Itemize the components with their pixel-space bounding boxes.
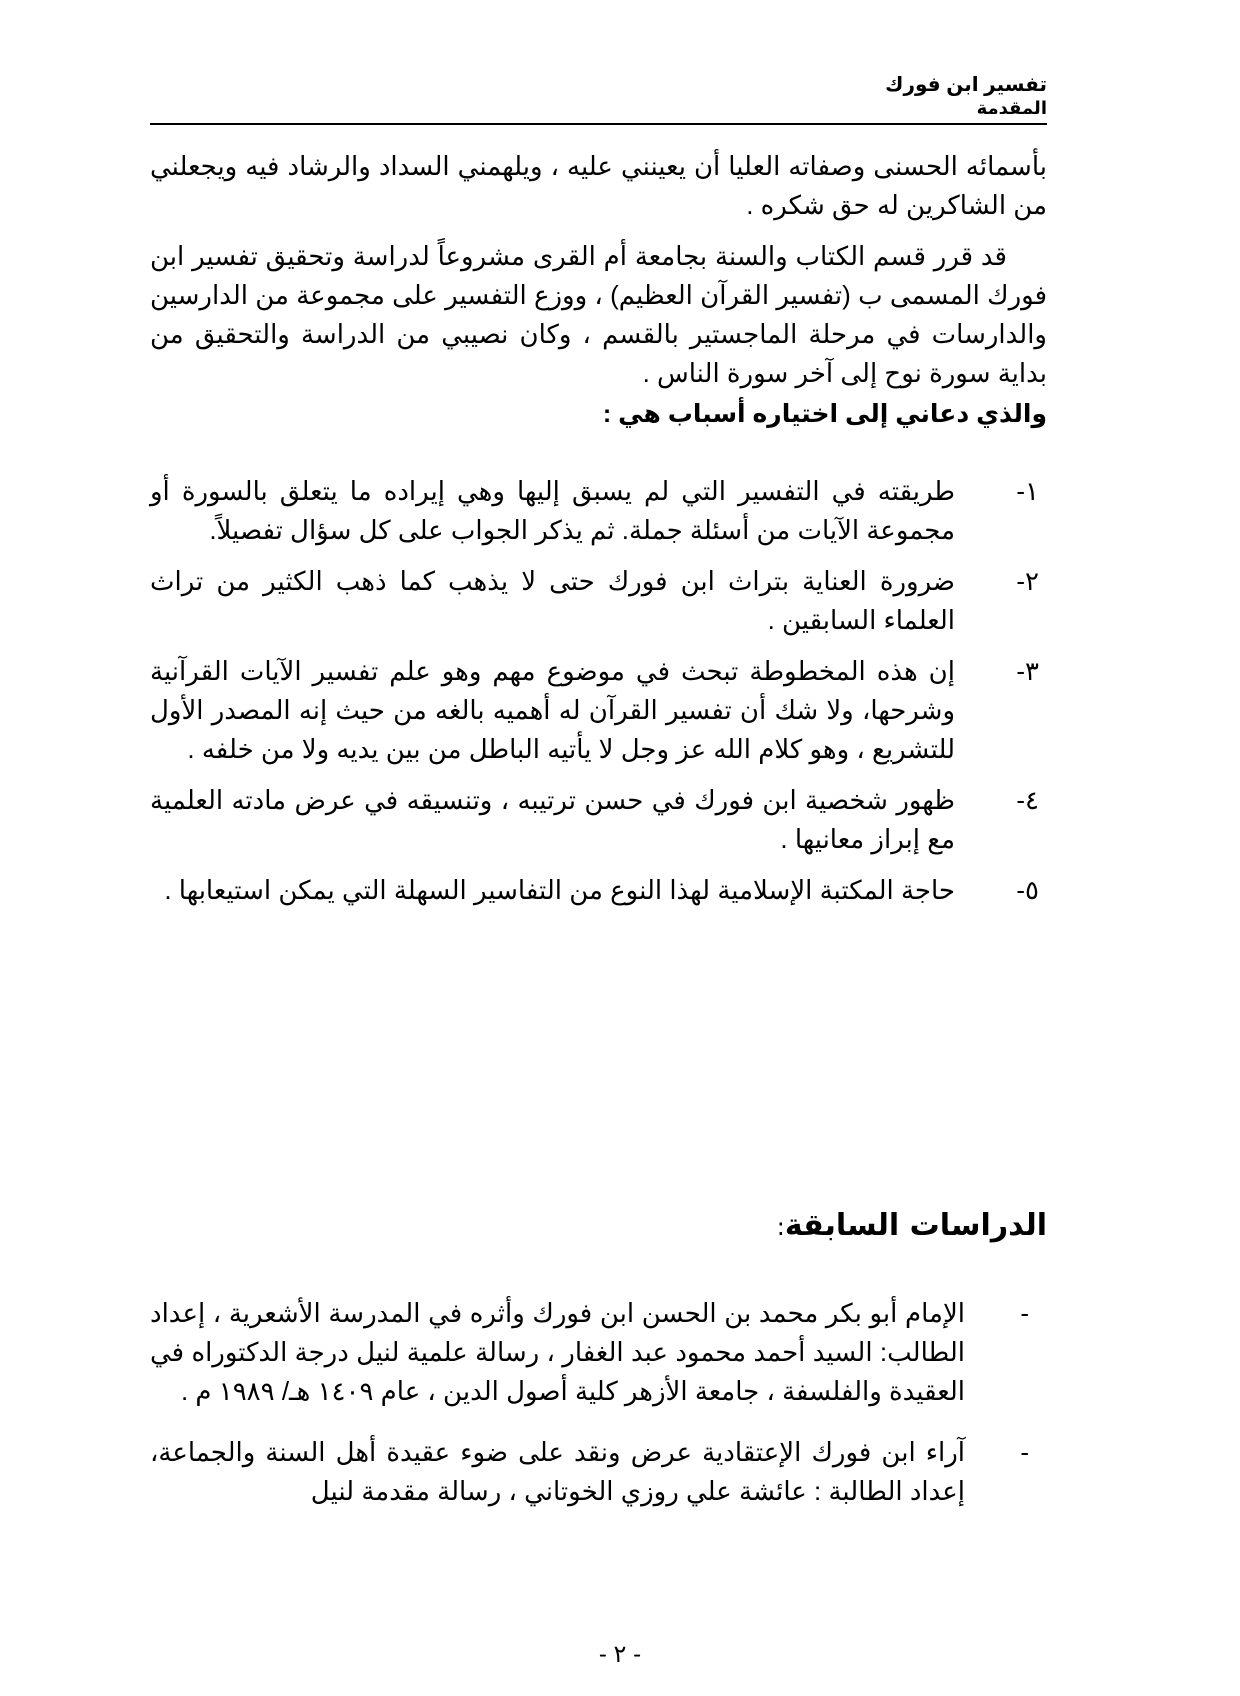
reasons-heading: والذي دعاني إلى اختياره أسباب هي :	[602, 400, 1047, 428]
book-title: تفسير ابن فورك	[885, 74, 1047, 96]
running-header	[152, 72, 1047, 114]
list-item-number: ٤-	[1016, 785, 1039, 815]
list-item	[150, 781, 1047, 859]
list-item-number: ٥-	[1016, 875, 1039, 905]
list-item-text: حاجة المكتبة الإسلامية لهذا النوع من التفاسير السهلة التي يمكن استيعابها .	[164, 875, 955, 905]
reasons-list	[150, 472, 1047, 922]
list-item-text: آراء ابن فورك الإعتقادية عرض ونقد على ضوء عقيدة أهل السنة والجماعة، إعداد الطالبة : عائشة علي روزي الخوتاني ، رسالة مقدمة لنيل	[150, 1437, 965, 1506]
list-item	[150, 652, 1047, 769]
list-item-text: إن هذه المخطوطة تبحث في موضوع مهم وهو علم تفسير الآيات القرآنية وشرحها، ولا شك أن تفسير القرآن له أهميه بالغه من حيث إنه المصدر الأول للتشريع ، وهو كلام الله عز وجل لا يأتيه الباطل من بين يديه ولا من خلفه .	[150, 656, 955, 764]
previous-studies-list	[150, 1294, 1047, 1533]
list-item-bullet: -	[1020, 1298, 1029, 1328]
previous-studies-heading-text: الدراسات السابقة	[784, 1208, 1047, 1243]
section-title: المقدمة	[976, 98, 1047, 114]
previous-studies-heading-colon: :	[776, 1213, 785, 1241]
list-item-number: ٣-	[1016, 656, 1039, 686]
list-item	[150, 562, 1047, 640]
previous-studies-heading	[777, 1208, 1047, 1243]
list-item	[150, 472, 1047, 550]
list-item-text: ظهور شخصية ابن فورك في حسن ترتيبه ، وتنسيقه في عرض مادته العلمية مع إبراز معانيها .	[150, 785, 955, 854]
list-item	[150, 1294, 1047, 1411]
intro-paragraph-1: بأسمائه الحسنى وصفاته العليا أن يعينني عليه ، ويلهمني السداد والرشاد فيه ويجعلني من الشاكرين له حق شكره .	[150, 151, 1047, 220]
list-item-text: ضرورة العناية بتراث ابن فورك حتى لا يذهب كما ذهب الكثير من تراث العلماء السابقين .	[150, 566, 955, 635]
list-item-number: ١-	[1016, 476, 1039, 506]
list-item-number: ٢-	[1016, 566, 1039, 596]
page-number: - ٢ -	[598, 1641, 642, 1668]
list-item	[150, 1433, 1047, 1511]
intro-section	[150, 147, 1047, 434]
intro-paragraph-2: قد قرر قسم الكتاب والسنة بجامعة أم القرى مشروعاً لدراسة وتحقيق تفسير ابن فورك المسمى ب (تفسير القرآن العظيم) ، ووزع التفسير على مجموعة من الدارسين والدارسات في مرحلة الماجستير بالقسم ، وكان نصيبي من الدراسة والتحقيق من بداية سورة نوح إلى آخر سورة الناس .	[150, 241, 1047, 388]
header-divider	[150, 123, 1047, 125]
list-item-text: طريقته في التفسير التي لم يسبق إليها وهي إيراده ما يتعلق بالسورة أو مجموعة الآيات من أسئلة جملة. ثم يذكر الجواب على كل سؤال تفصيلاً.	[150, 476, 955, 545]
list-item-bullet: -	[1020, 1437, 1029, 1467]
list-item	[150, 871, 1047, 910]
list-item-text: الإمام أبو بكر محمد بن الحسن ابن فورك وأثره في المدرسة الأشعرية ، إعداد الطالب: السيد أحمد محمود عبد الغفار ، رسالة علمية لنيل درجة الدكتوراه في العقيدة والفلسفة ، جامعة الأزهر كلية أصول الدين ، عام ١٤٠٩ هـ/ ١٩٨٩ م .	[150, 1298, 965, 1406]
